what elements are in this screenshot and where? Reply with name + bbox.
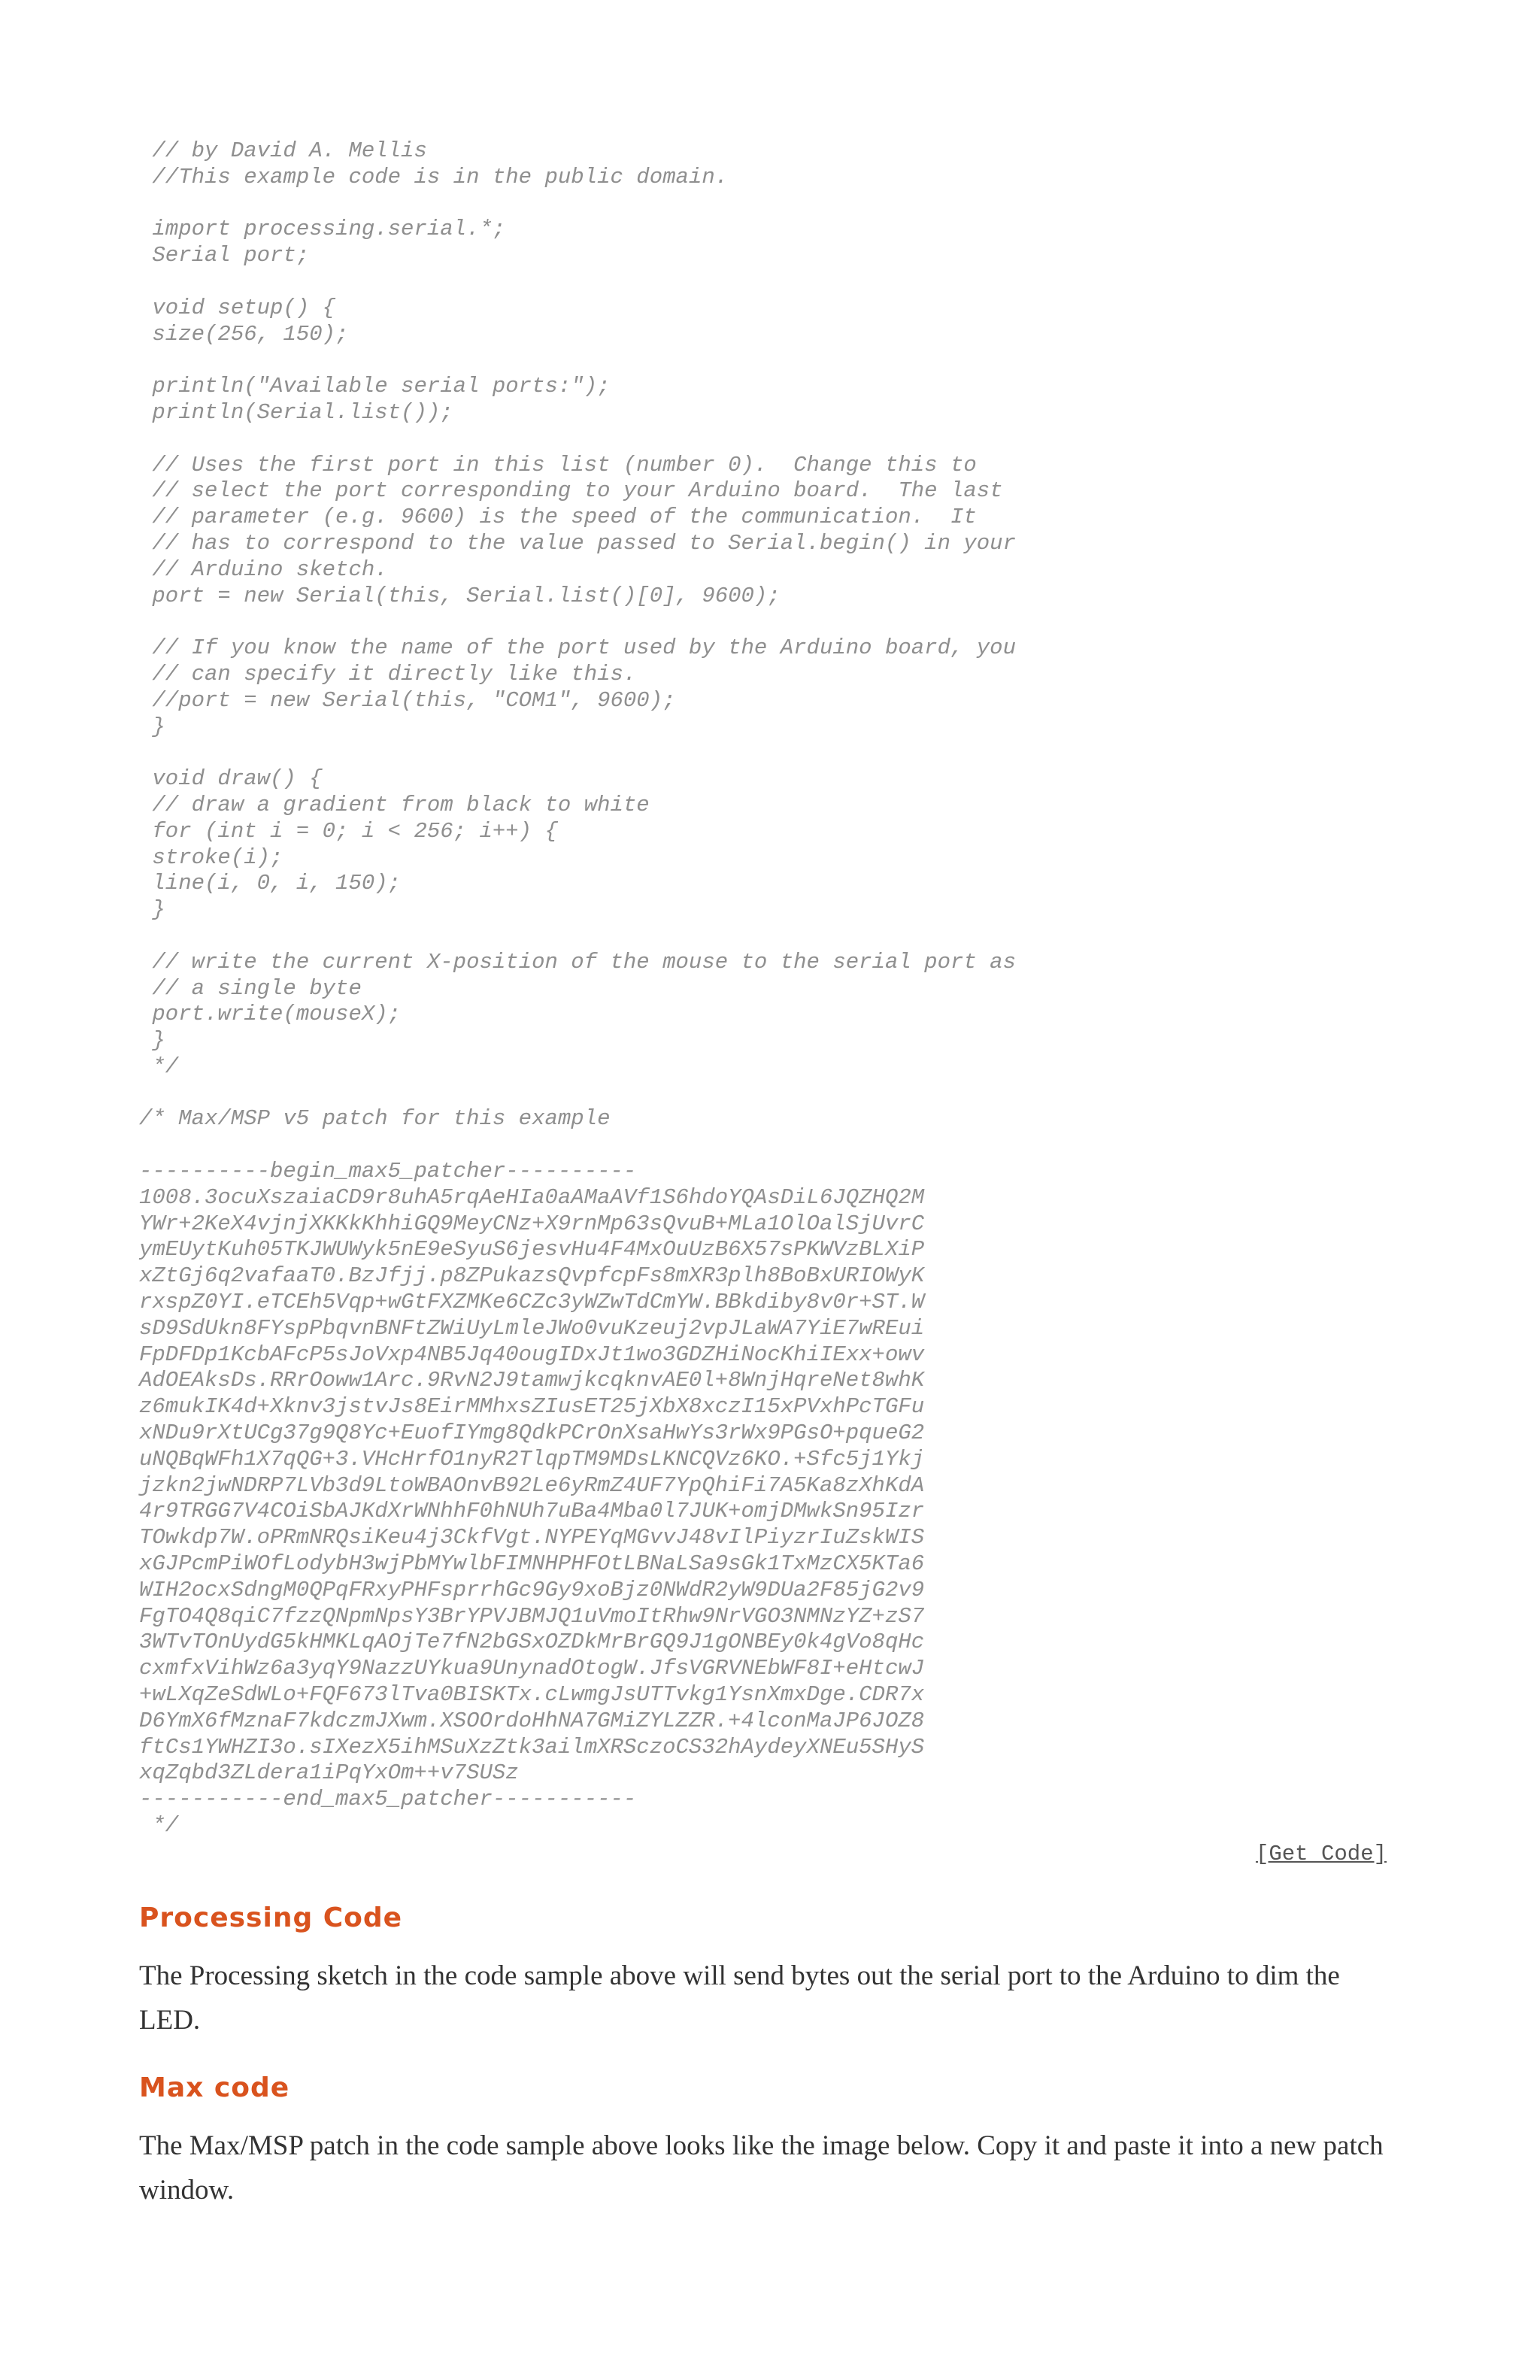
code-line: uNQBqWFh1X7qQG+3.VHcHrfO1nyR2TlqpTM9MDsLKNCQVz6KO.+Sfc5j1Ykj bbox=[139, 1446, 925, 1472]
code-line: ftCs1YWHZI3o.sIXezX5ihMSuXzZtk3ailmXRSczoCS32hAydeyXNEu5SHyS bbox=[139, 1734, 925, 1760]
code-line: } bbox=[139, 1028, 165, 1054]
code-line: /* Max/MSP v5 patch for this example bbox=[139, 1106, 611, 1132]
code-line: cxmfxVihWz6a3yqY9NazzUYkua9UnynadOtogW.JfsVGRVNEbWF8I+eHtcwJ bbox=[139, 1656, 925, 1681]
code-line: xNDu9rXtUCg37g9Q8Yc+EuofIYmg8QdkPCrOnXsaHwYs3rWx9PGsO+pqueG2 bbox=[139, 1420, 925, 1446]
code-line: // Arduino sketch. bbox=[139, 556, 388, 582]
code-line: port = new Serial(this, Serial.list()[0], 9600); bbox=[139, 583, 781, 608]
code-line bbox=[139, 609, 1402, 635]
code-line: println("Available serial ports:"); bbox=[139, 374, 611, 399]
code-line: 1008.3ocuXszaiaCD9r8uhA5rqAeHIa0aAMaAVf1S6hdoYQAsDiL6JQZHQ2M bbox=[139, 1184, 925, 1210]
code-line bbox=[139, 740, 1402, 766]
code-line: // has to correspond to the value passed to Serial.begin() in your bbox=[139, 530, 1016, 556]
code-line: 4r9TRGG7V4COiSbAJKdXrWNhhF0hNUh7uBa4Mba0l7JUK+omjDMwkSn95Izr bbox=[139, 1499, 925, 1524]
code-line: 3WTvTOnUydG5kHMKLqAOjTe7fN2bGSxOZDkMrBrGQ9J1gONBEy0k4gVo8qHc bbox=[139, 1630, 925, 1655]
code-line: // If you know the name of the port used by the Arduino board, you bbox=[139, 635, 1016, 661]
code-line: port.write(mouseX); bbox=[139, 1002, 402, 1027]
code-line: //This example code is in the public domain. bbox=[139, 164, 729, 189]
code-line: rxspZ0YI.eTCEh5Vqp+wGtFXZMKe6CZc3yWZwTdCmYW.BBkdiby8v0r+ST.W bbox=[139, 1290, 925, 1315]
code-line: // parameter (e.g. 9600) is the speed of the communication. It bbox=[139, 505, 977, 530]
processing-code-description: The Processing sketch in the code sample above will send bytes out the serial port to the Arduino to dim the LED. bbox=[139, 1960, 1340, 2036]
code-line: line(i, 0, i, 150); bbox=[139, 871, 402, 896]
code-line: FpDFDp1KcbAFcP5sJoVxp4NB5Jq40ougIDxJt1wo3GDZHiNocKhiIExx+owv bbox=[139, 1342, 925, 1367]
code-line bbox=[139, 347, 1402, 374]
code-line: xqZqbd3ZLdera1iPqYxOm++v7SUSz bbox=[139, 1760, 519, 1786]
code-line bbox=[139, 191, 1402, 217]
processing-code-heading: Processing Code bbox=[139, 1902, 403, 1933]
code-line: xZtGj6q2vafaaT0.BzJfjj.p8ZPukazsQvpfcpFs8mXR3plh8BoBxURIOWyK bbox=[139, 1263, 925, 1289]
code-line: for (int i = 0; i < 256; i++) { bbox=[139, 818, 558, 844]
code-line: z6mukIK4d+Xknv3jstvJs8EirMMhxsZIusET25jXbX8xczI15xPVxhPcTGFu bbox=[139, 1394, 925, 1420]
code-line: stroke(i); bbox=[139, 844, 283, 870]
code-line bbox=[139, 426, 1402, 453]
code-line: } bbox=[139, 897, 165, 923]
code-line bbox=[139, 269, 1402, 296]
code-line: // write the current X-position of the mouse to the serial port as bbox=[139, 949, 1016, 975]
code-line: FgTO4Q8qiC7fzzQNpmNpsY3BrYPVJBMJQ1uVmoItRhw9NrVGO3NMNzYZ+zS7 bbox=[139, 1603, 925, 1629]
max-code-heading: Max code bbox=[139, 2072, 290, 2103]
code-line: jzkn2jwNDRP7LVb3d9LtoWBAOnvB92Le6yRmZ4UF7YpQhiFi7A5Ka8zXhKdA bbox=[139, 1472, 925, 1498]
code-line: ----------begin_max5_patcher---------- bbox=[139, 1159, 637, 1184]
code-line: */ bbox=[139, 1054, 179, 1079]
code-line: // by David A. Mellis bbox=[139, 138, 427, 163]
code-line: // draw a gradient from black to white bbox=[139, 792, 650, 817]
code-line: //port = new Serial(this, "COM1", 9600); bbox=[139, 687, 676, 713]
code-line: D6YmX6fMznaF7kdczmJXwm.XSOOrdoHhNA7GMiZYLZZR.+4lconMaJP6JOZ8 bbox=[139, 1708, 925, 1733]
code-line bbox=[139, 1132, 1402, 1159]
code-line: */ bbox=[139, 1813, 179, 1838]
max-code-description: The Max/MSP patch in the code sample above looks like the image below. Copy it and paste it into a new patch window. bbox=[139, 2130, 1384, 2206]
code-line: ymEUytKuh05TKJWUWyk5nE9eSyuS6jesvHu4F4MxOuUzB6X57sPKWVzBLXiP bbox=[139, 1237, 925, 1263]
code-line: // can specify it directly like this. bbox=[139, 661, 637, 687]
code-line: Serial port; bbox=[139, 243, 310, 268]
code-line: // a single byte bbox=[139, 975, 362, 1001]
code-line: // Uses the first port in this list (number 0). Change this to bbox=[139, 452, 977, 478]
code-line: size(256, 150); bbox=[139, 321, 349, 347]
code-line: import processing.serial.*; bbox=[139, 217, 506, 242]
code-line: AdOEAksDs.RRrOoww1Arc.9RvN2J9tamwjkcqknvAE0l+8WnjHqreNet8whK bbox=[139, 1368, 925, 1393]
code-line: WIH2ocxSdngM0QPqFRxyPHFsprrhGc9Gy9xoBjz0NWdR2yW9DUa2F85jG2v9 bbox=[139, 1577, 925, 1602]
code-line: sD9SdUkn8FYspPbqvnBNFtZWiUyLmleJWo0vuKzeuj2vpJLaWA7YiE7wREui bbox=[139, 1315, 925, 1341]
code-line: // select the port corresponding to your Arduino board. The last bbox=[139, 478, 1003, 504]
code-line: YWr+2KeX4vjnjXKKkKhhiGQ9MeyCNz+X9rnMp63sQvuB+MLa1OlOalSjUvrC bbox=[139, 1211, 925, 1236]
code-line: println(Serial.list()); bbox=[139, 399, 453, 425]
code-line: xGJPcmPiWOfLodybH3wjPbMYwlbFIMNHPHFOtLBNaLSa9sGk1TxMzCX5KTa6 bbox=[139, 1551, 925, 1577]
code-line: -----------end_max5_patcher----------- bbox=[139, 1787, 637, 1812]
code-line: void draw() { bbox=[139, 766, 323, 792]
code-line: TOwkdp7W.oPRmNRQsiKeu4j3CkfVgt.NYPEYqMGvvJ48vIlPiyzrIuZskWIS bbox=[139, 1525, 925, 1551]
code-line: +wLXqZeSdWLo+FQF673lTva0BISKTx.cLwmgJsUTTvkg1YsnXmxDge.CDR7x bbox=[139, 1682, 925, 1708]
code-line: } bbox=[139, 714, 165, 739]
code-line bbox=[139, 923, 1402, 950]
get-code-link[interactable]: [Get Code] bbox=[1255, 1842, 1387, 1866]
code-sample bbox=[139, 138, 1402, 1839]
code-line bbox=[139, 1081, 1402, 1107]
code-line: void setup() { bbox=[139, 295, 336, 320]
